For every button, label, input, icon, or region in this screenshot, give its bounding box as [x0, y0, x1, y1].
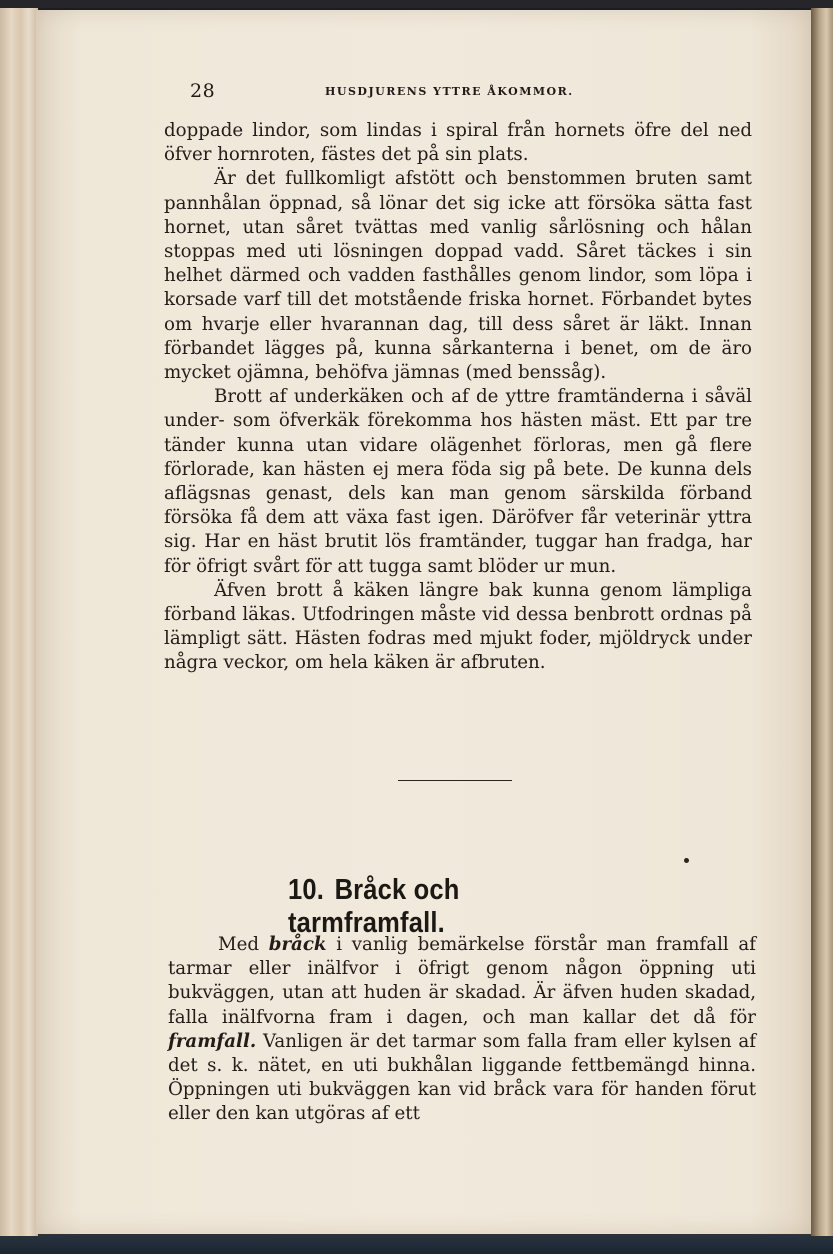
section-divider [398, 780, 512, 781]
paragraph [168, 933, 756, 1127]
section-heading [288, 874, 622, 940]
paragraph: Brott af underkäken och af de yttre framtänderna i såväl under- som öfverkäk förekomma hos hästen mäst. Ett par tre tänder kunna utan vidare olägenhet förloras, men gå flere förlorade, kan hästen ej mera föda sig på bete. De kunna dels aflägsnas genast, dels kan man genom särskilda förband försöka få dem att växa fast igen. Däröfver får veterinär yttra sig. Har en häst brutit lös framtänder, tuggar han fradga, har för öfrigt svårt för att tugga samt blöder ur mun. [164, 386, 752, 577]
text-run: Vanligen är det tarmar som falla fram eller kylsen af det s. k. nätet, en uti bukhålan liggande fettbemängd hinna. Öppningen uti bukväggen kan vid bråck vara för handen förut eller den kan utgöras af ett [168, 1030, 756, 1125]
text-block-section [168, 933, 756, 1127]
term-framfall: framfall. [168, 1030, 257, 1052]
running-head: HUSDJURENS YTTRE ÅKOMMOR. [325, 85, 574, 98]
page-header [190, 80, 750, 104]
right-page-edge [811, 8, 833, 1236]
paragraph: doppade lindor, som lindas i spiral från hornets öfre del ned öfver hornroten, fästes det på sin plats. [164, 120, 752, 166]
paragraph: Äfven brott å käken längre bak kunna genom lämpliga förband läkas. Utfodringen måste vid dessa benbrott ordnas på lämpligt sätt. Hästen fodras med mjukt foder, mjöldryck under några veckor, om hela käken är afbruten. [164, 579, 752, 674]
term-brack: bråck [268, 934, 327, 955]
ink-dot [684, 858, 689, 863]
paragraph: Är det fullkomligt afstött och benstommen bruten samt pannhålan öppnad, så lönar det sig icke att försöka sätta fast hornet, utan såret tvättas med vanlig sårlösning och hålan stoppas med uti lösningen doppad vadd. Såret täckes i sin helhet därmed och vadden fasthålles genom lindor, som löpa i korsade varf till det motstående friska hornet. Förbandet bytes om hvarje eller hvarannan dag, till dess såret är läkt. Innan förbandet lägges på, kunna sårkanterna i benet, om de äro mycket ojämna, behöfva jämnas (med benssåg). [164, 168, 752, 384]
section-title: Bråck och tarmframfall. [288, 874, 460, 939]
text-run: Med [218, 934, 269, 955]
text-run: i vanlig bemärkelse förstår man framfall af tarmar eller inälfvor i öfrigt genom någon öppning uti bukväggen, utan att huden är skadad. Är äfven huden skadad, falla inälfvorna fram i dagen, och man kallar det då för [168, 934, 757, 1028]
page-number: 28 [190, 80, 216, 102]
section-number: 10. [288, 874, 325, 906]
text-block-top [164, 119, 752, 676]
left-page-edge [0, 8, 38, 1236]
